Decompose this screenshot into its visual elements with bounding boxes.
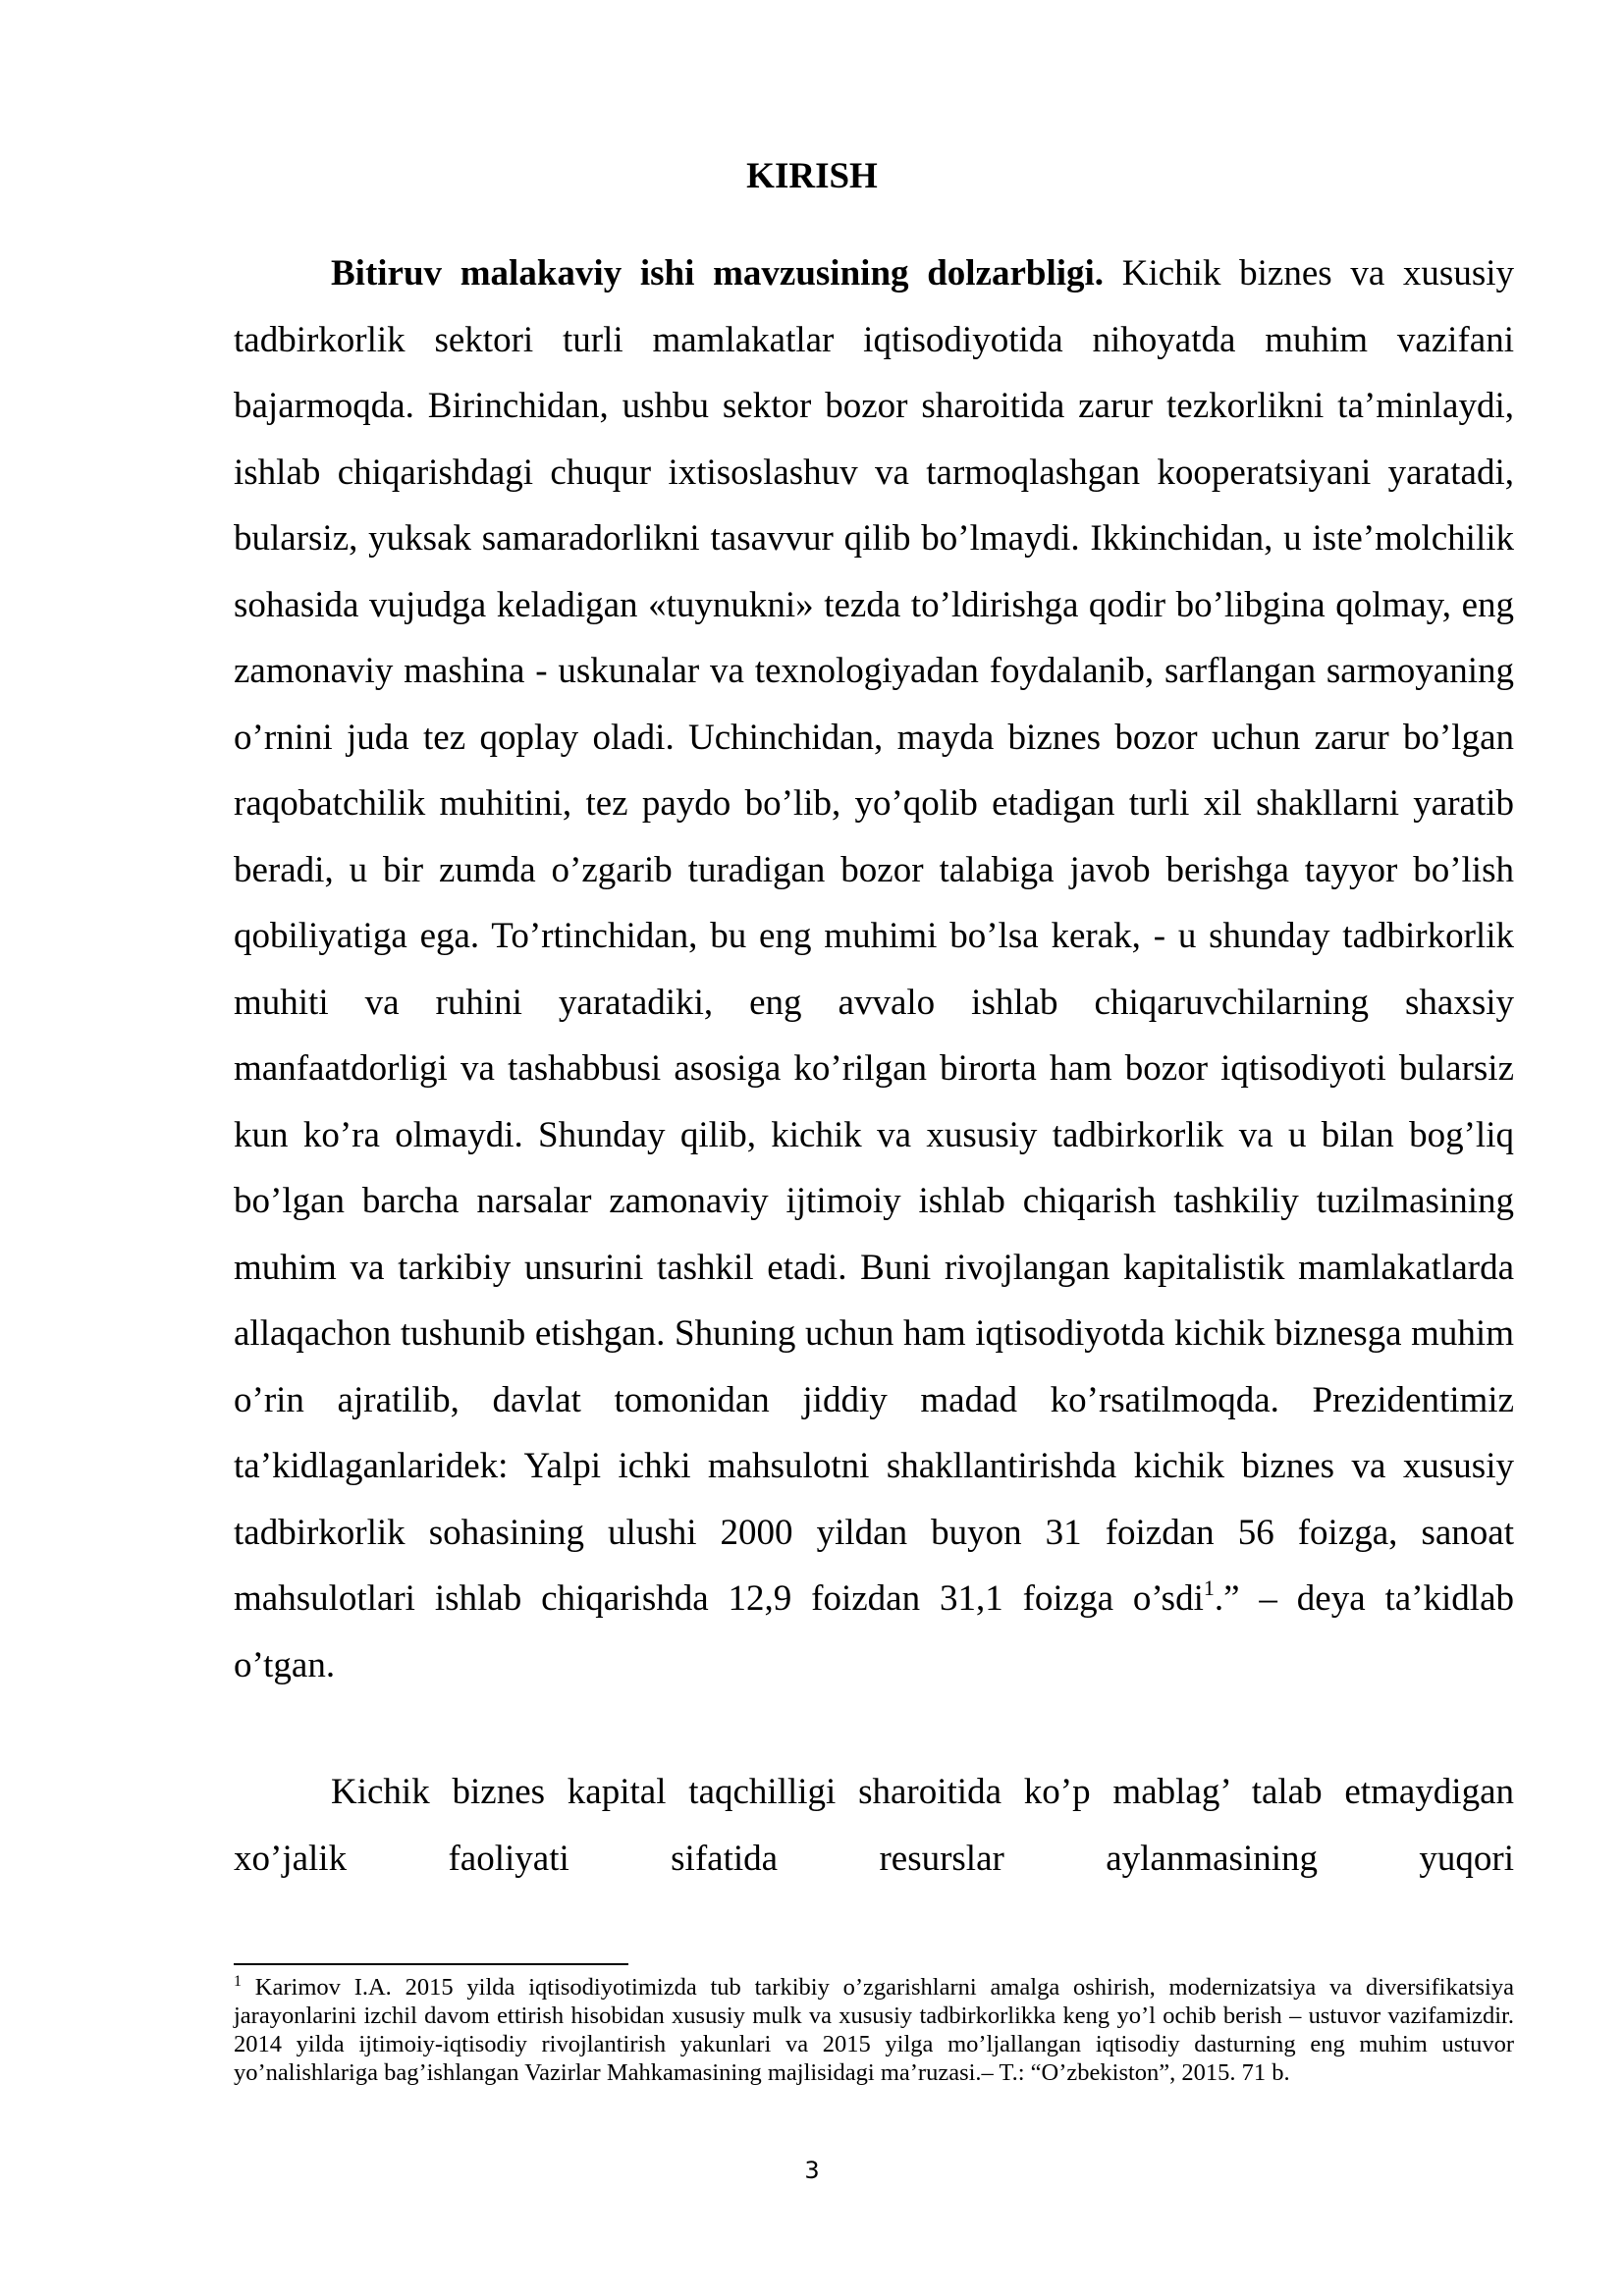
footnote-divider bbox=[234, 1963, 628, 1965]
page-number: 3 bbox=[804, 2157, 820, 2184]
paragraph-text: Kichik biznes va xususiy tadbirkorlik sektori turli mamlakatlar iqtisodiyotida nihoyatda muhim vazifani bajarmoqda. Birinchidan, ushbu sektor bozor sharoitida zarur tezkorlikni ta’minlaydi, ishlab chiqarishdagi chuqur ixtisoslashuv va tarmoqlashgan kooperatsiyani yaratadi, bularsiz, yuksak samaradorlikni tasavvur qilib bo’lmaydi. Ikkinchidan, u iste’molchilik sohasida vujudga keladigan «tuynukni» tezda to’ldirishga qodir bo’libgina qolmay, eng zamonaviy mashina - uskunalar va texnologiyadan foydalanib, sarflangan sarmoyaning o’rnini juda tez qoplay oladi. Uchinchidan, mayda biznes bozor uchun zarur bo’lgan raqobatchilik muhitini, tez paydo bo’lib, yo’qolib etadigan turli xil shakllarni yaratib beradi, u bir zumda o’zgarib turadigan bozor talabiga javob berishga tayyor bo’lish qobiliyatiga ega. To’rtinchidan, bu eng muhimi bo’lsa kerak, - u shunday tadbirkorlik muhiti va ruhini yaratadiki, eng avvalo ishlab chiqaruvchilarning shaxsiy manfaatdorligi va tashabbusi asosiga ko’rilgan birorta ham bozor iqtisodiyoti bularsiz kun ko’ra olmaydi. Shunday qilib, kichik va xususiy tadbirkorlik va u bilan bog’liq bo’lgan barcha narsalar zamonaviy ijtimoiy ishlab chiqarish tashkiliy tuzilmasining muhim va tarkibiy unsurini tashkil etadi. Buni rivojlangan kapitalistik mamlakatlarda allaqachon tushunib etishgan. Shuning uchun ham iqtisodiyotda kichik biznesga muhim o’rin ajratilib, davlat tomonidan jiddiy madad ko’rsatilmoqda. Prezidentimiz ta’kidlaganlaridek: Yalpi ichki mahsulotni shakllantirishda kichik biznes va xususiy tadbirkorlik sohasining ulushi 2000 yildan buyon 31 foizdan 56 foizga, sanoat mahsulotlari ishlab chiqarishda 12,9 foizdan 31,1 foizga o’sdi bbox=[234, 253, 1514, 1619]
footnote-text: Karimov I.A. 2015 yilda iqtisodiyotimizda tub tarkibiy o’zgarishlarni amalga oshirish, modernizatsiya va diversifikatsiya jarayonlarini izchil davom ettirish hisobidan xususiy mulk va xususiy tadbirkorlikka keng yo’l ochib berish – ustuvor vazifamizdir. 2014 yilda ijtimoiy-iqtisodiy rivojlantirish yakunlari va 2015 yilga mo’ljallangan iqtisodiy dasturning eng muhim ustuvor yo’nalishlariga bag’ishlangan Vazirlar Mahkamasining majlisidagi ma’ruzasi.– T.: “O’zbekiston”, 2015. 71 b. bbox=[234, 1974, 1514, 2086]
paragraph-text-tail: .” – deya ta’kidlab o’tgan. bbox=[234, 1578, 1514, 1685]
footnote bbox=[234, 1973, 1514, 2087]
intro-paragraph bbox=[234, 240, 1514, 1698]
footnote-number: 1 bbox=[234, 1973, 242, 1990]
second-paragraph: Kichik biznes kapital taqchilligi sharoitida ko’p mablag’ talab etmaydigan xo’jalik faoliyati sifatida resurslar aylanmasining yuqori bbox=[234, 1772, 1514, 1879]
page-title: KIRISH bbox=[746, 156, 878, 196]
section-lead-title: Bitiruv malakaviy ishi mavzusining dolzarbligi. bbox=[331, 253, 1105, 294]
footnote-reference[interactable]: 1 bbox=[1203, 1575, 1215, 1600]
